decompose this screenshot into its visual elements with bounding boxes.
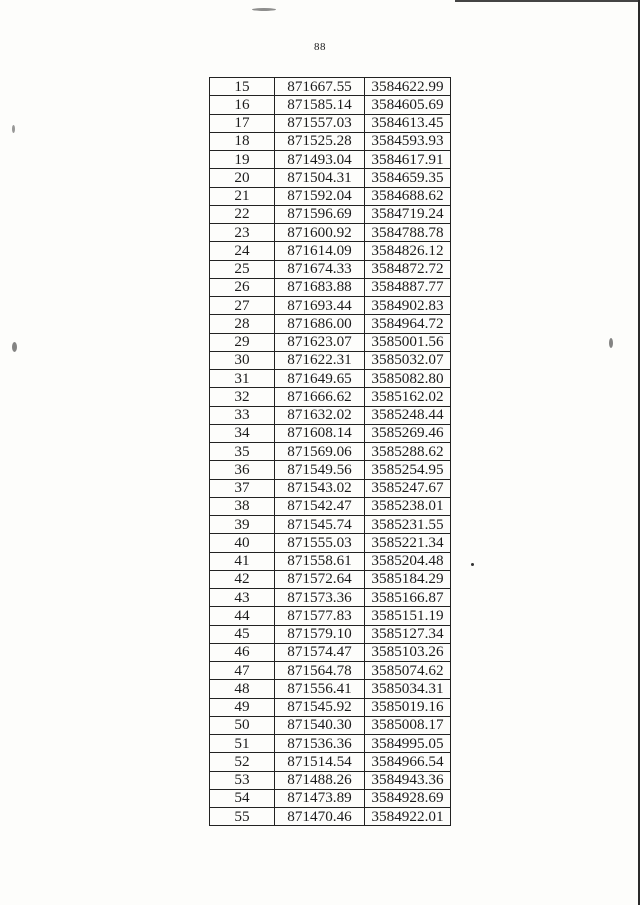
x-coordinate-cell: 871573.36 [275,589,365,607]
x-coordinate-cell: 871540.30 [275,716,365,734]
table-row [210,461,451,479]
page-number: 88 [314,41,326,53]
x-coordinate-cell: 871574.47 [275,643,365,661]
x-coordinate-cell: 871557.03 [275,114,365,132]
table-row [210,224,451,242]
table-row [210,534,451,552]
x-coordinate-cell: 871488.26 [275,771,365,789]
point-number-cell: 24 [210,242,275,260]
x-coordinate-cell: 871623.07 [275,333,365,351]
table-row [210,680,451,698]
y-coordinate-cell: 3585127.34 [365,625,451,643]
table-row [210,516,451,534]
point-number-cell: 53 [210,771,275,789]
table-row [210,406,451,424]
y-coordinate-cell: 3584788.78 [365,224,451,242]
x-coordinate-cell: 871579.10 [275,625,365,643]
table-row [210,662,451,680]
x-coordinate-cell: 871514.54 [275,753,365,771]
y-coordinate-cell: 3585204.48 [365,552,451,570]
table-row [210,607,451,625]
point-number-cell: 36 [210,461,275,479]
point-number-cell: 49 [210,698,275,716]
point-number-cell: 25 [210,260,275,278]
point-number-cell: 52 [210,753,275,771]
table-row [210,169,451,187]
point-number-cell: 42 [210,570,275,588]
table-row [210,278,451,296]
table-row [210,443,451,461]
y-coordinate-cell: 3584922.01 [365,808,451,826]
point-number-cell: 40 [210,534,275,552]
point-number-cell: 27 [210,297,275,315]
y-coordinate-cell: 3585019.16 [365,698,451,716]
point-number-cell: 38 [210,497,275,515]
y-coordinate-cell: 3585074.62 [365,662,451,680]
point-number-cell: 32 [210,388,275,406]
point-number-cell: 19 [210,151,275,169]
x-coordinate-cell: 871549.56 [275,461,365,479]
table-row [210,753,451,771]
point-number-cell: 50 [210,716,275,734]
coordinate-table [209,77,451,826]
x-coordinate-cell: 871543.02 [275,479,365,497]
x-coordinate-cell: 871632.02 [275,406,365,424]
y-coordinate-cell: 3584613.45 [365,114,451,132]
y-coordinate-cell: 3585247.67 [365,479,451,497]
table-row [210,625,451,643]
table-row [210,479,451,497]
x-coordinate-cell: 871600.92 [275,224,365,242]
point-number-cell: 22 [210,205,275,223]
y-coordinate-cell: 3585269.46 [365,424,451,442]
y-coordinate-cell: 3584964.72 [365,315,451,333]
x-coordinate-cell: 871585.14 [275,96,365,114]
table-row [210,370,451,388]
point-number-cell: 23 [210,224,275,242]
x-coordinate-cell: 871608.14 [275,424,365,442]
point-number-cell: 29 [210,333,275,351]
x-coordinate-cell: 871525.28 [275,132,365,150]
scan-mark [471,563,474,566]
y-coordinate-cell: 3584659.35 [365,169,451,187]
table-row [210,114,451,132]
x-coordinate-cell: 871592.04 [275,187,365,205]
point-number-cell: 21 [210,187,275,205]
table-row [210,151,451,169]
point-number-cell: 39 [210,516,275,534]
point-number-cell: 51 [210,735,275,753]
y-coordinate-cell: 3584943.36 [365,771,451,789]
y-coordinate-cell: 3585082.80 [365,370,451,388]
x-coordinate-cell: 871674.33 [275,260,365,278]
y-coordinate-cell: 3584887.77 [365,278,451,296]
x-coordinate-cell: 871596.69 [275,205,365,223]
y-coordinate-cell: 3585008.17 [365,716,451,734]
x-coordinate-cell: 871564.78 [275,662,365,680]
point-number-cell: 46 [210,643,275,661]
point-number-cell: 30 [210,351,275,369]
y-coordinate-cell: 3585254.95 [365,461,451,479]
point-number-cell: 16 [210,96,275,114]
y-coordinate-cell: 3584593.93 [365,132,451,150]
table-row [210,351,451,369]
point-number-cell: 55 [210,808,275,826]
point-number-cell: 31 [210,370,275,388]
point-number-cell: 34 [210,424,275,442]
x-coordinate-cell: 871614.09 [275,242,365,260]
table-row [210,771,451,789]
x-coordinate-cell: 871569.06 [275,443,365,461]
y-coordinate-cell: 3584872.72 [365,260,451,278]
table-row [210,789,451,807]
table-row [210,643,451,661]
point-number-cell: 41 [210,552,275,570]
table-row [210,132,451,150]
y-coordinate-cell: 3584617.91 [365,151,451,169]
y-coordinate-cell: 3584902.83 [365,297,451,315]
table-row [210,497,451,515]
y-coordinate-cell: 3585162.02 [365,388,451,406]
y-coordinate-cell: 3584995.05 [365,735,451,753]
point-number-cell: 15 [210,78,275,96]
y-coordinate-cell: 3585238.01 [365,497,451,515]
point-number-cell: 44 [210,607,275,625]
x-coordinate-cell: 871667.55 [275,78,365,96]
x-coordinate-cell: 871556.41 [275,680,365,698]
table-row [210,698,451,716]
table-row [210,716,451,734]
table-row [210,187,451,205]
x-coordinate-cell: 871683.88 [275,278,365,296]
scan-mark [609,338,613,348]
y-coordinate-cell: 3585151.19 [365,607,451,625]
table-row [210,424,451,442]
table-row [210,315,451,333]
y-coordinate-cell: 3585034.31 [365,680,451,698]
y-coordinate-cell: 3585001.56 [365,333,451,351]
y-coordinate-cell: 3584826.12 [365,242,451,260]
point-number-cell: 18 [210,132,275,150]
point-number-cell: 33 [210,406,275,424]
x-coordinate-cell: 871693.44 [275,297,365,315]
table-row [210,388,451,406]
scan-mark [12,342,17,352]
y-coordinate-cell: 3585103.26 [365,643,451,661]
table-row [210,242,451,260]
y-coordinate-cell: 3585221.34 [365,534,451,552]
point-number-cell: 26 [210,278,275,296]
table-row [210,78,451,96]
x-coordinate-cell: 871622.31 [275,351,365,369]
x-coordinate-cell: 871542.47 [275,497,365,515]
y-coordinate-cell: 3585288.62 [365,443,451,461]
point-number-cell: 20 [210,169,275,187]
table-row [210,333,451,351]
table-row [210,808,451,826]
point-number-cell: 17 [210,114,275,132]
y-coordinate-cell: 3584688.62 [365,187,451,205]
table-row [210,552,451,570]
scan-edge-top [455,0,640,2]
x-coordinate-cell: 871536.36 [275,735,365,753]
table-row [210,96,451,114]
x-coordinate-cell: 871473.89 [275,789,365,807]
y-coordinate-cell: 3584622.99 [365,78,451,96]
table-row [210,297,451,315]
x-coordinate-cell: 871572.64 [275,570,365,588]
table-row [210,205,451,223]
x-coordinate-cell: 871504.31 [275,169,365,187]
x-coordinate-cell: 871666.62 [275,388,365,406]
y-coordinate-cell: 3585231.55 [365,516,451,534]
point-number-cell: 37 [210,479,275,497]
x-coordinate-cell: 871545.92 [275,698,365,716]
table-row [210,260,451,278]
x-coordinate-cell: 871686.00 [275,315,365,333]
y-coordinate-cell: 3584719.24 [365,205,451,223]
point-number-cell: 43 [210,589,275,607]
scan-mark [12,125,15,133]
point-number-cell: 47 [210,662,275,680]
x-coordinate-cell: 871649.65 [275,370,365,388]
y-coordinate-cell: 3585032.07 [365,351,451,369]
scan-mark [252,8,276,11]
y-coordinate-cell: 3584966.54 [365,753,451,771]
x-coordinate-cell: 871555.03 [275,534,365,552]
y-coordinate-cell: 3585248.44 [365,406,451,424]
y-coordinate-cell: 3584605.69 [365,96,451,114]
x-coordinate-cell: 871577.83 [275,607,365,625]
point-number-cell: 48 [210,680,275,698]
table-row [210,735,451,753]
x-coordinate-cell: 871558.61 [275,552,365,570]
y-coordinate-cell: 3585166.87 [365,589,451,607]
y-coordinate-cell: 3584928.69 [365,789,451,807]
y-coordinate-cell: 3585184.29 [365,570,451,588]
x-coordinate-cell: 871470.46 [275,808,365,826]
x-coordinate-cell: 871493.04 [275,151,365,169]
point-number-cell: 35 [210,443,275,461]
table-row [210,589,451,607]
x-coordinate-cell: 871545.74 [275,516,365,534]
table-row [210,570,451,588]
point-number-cell: 28 [210,315,275,333]
point-number-cell: 54 [210,789,275,807]
point-number-cell: 45 [210,625,275,643]
